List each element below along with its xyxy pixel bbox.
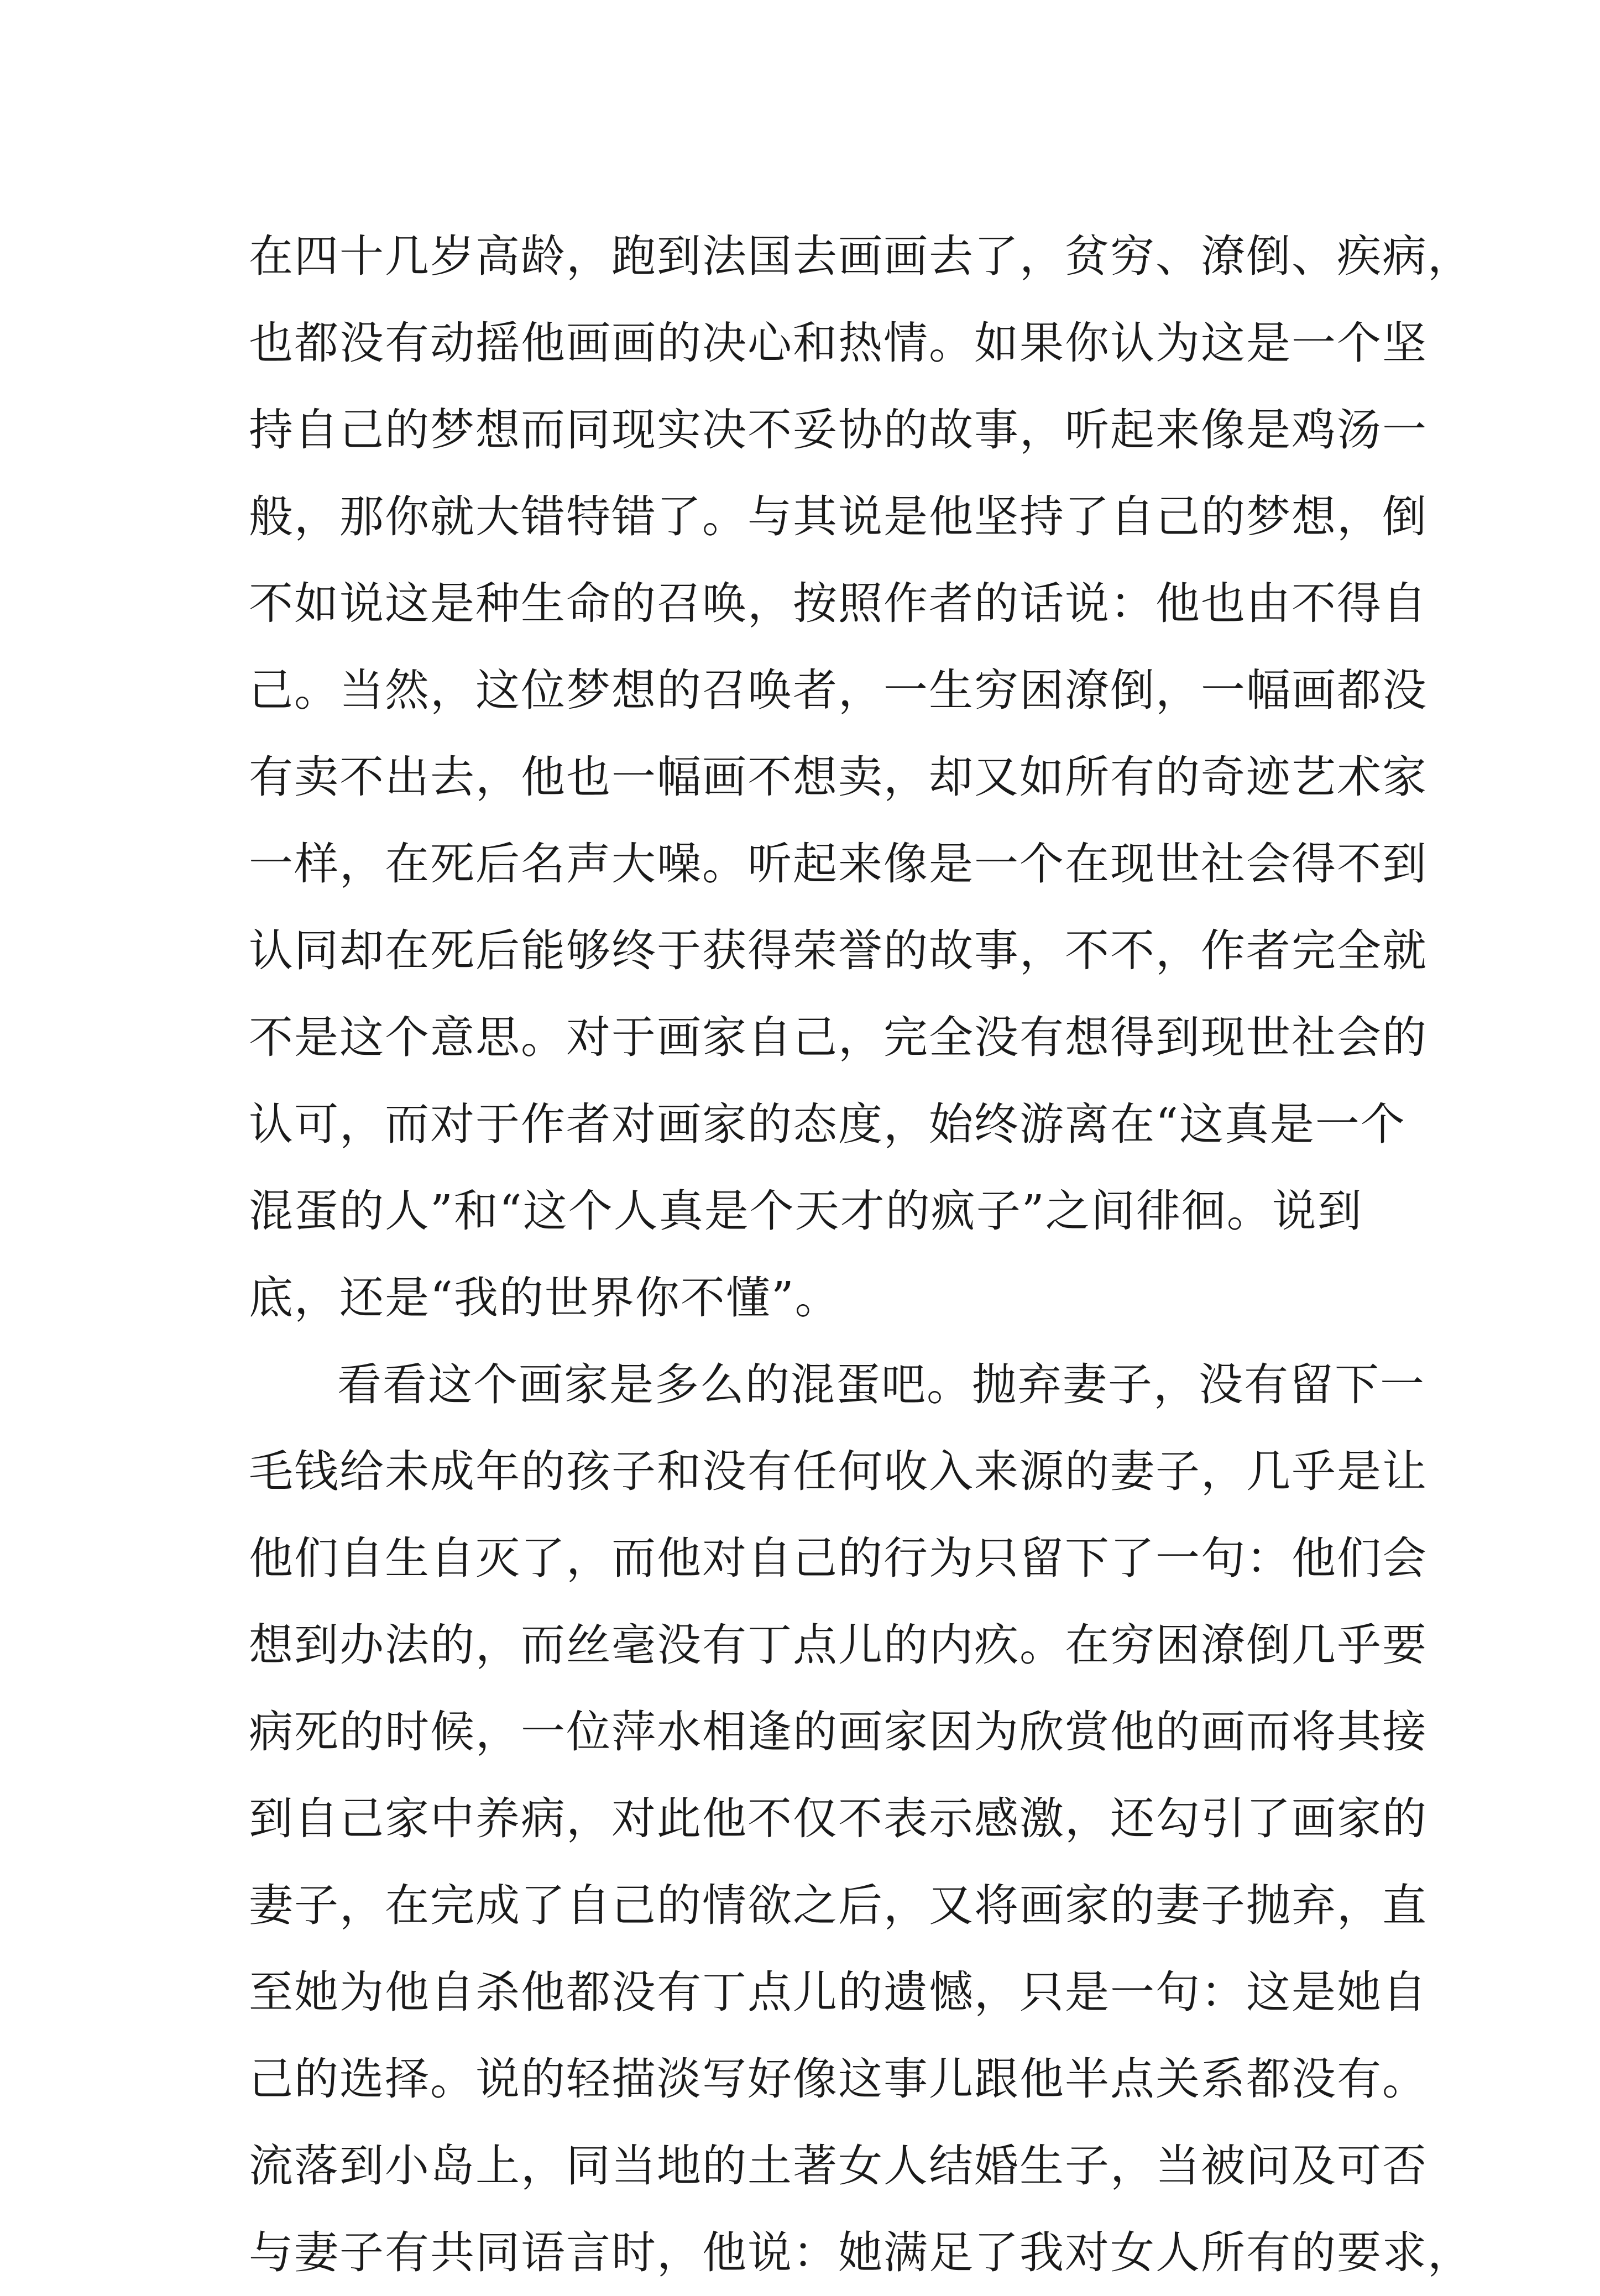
text-line: 认同却在死后能够终于获得荣誉的故事，不不，作者完全就 [249,925,1428,976]
text-line: 一样，在死后名声大噪。听起来像是一个在现世社会得不到 [249,838,1428,890]
text-line: 到自己家中养病，对此他不仅不表示感激，还勾引了画家的 [249,1793,1428,1844]
body-text [249,213,1473,2296]
text-line: 持自己的梦想而同现实决不妥协的故事，听起来像是鸡汤一 [249,404,1428,456]
text-line: 至她为他自杀他都没有丁点儿的遗憾，只是一句：这是她自 [249,1966,1428,2018]
text-line: 妻子，在完成了自己的情欲之后，又将画家的妻子抛弃，直 [249,1880,1428,1931]
text-line: 己的选择。说的轻描淡写好像这事儿跟他半点关系都没有。 [249,2053,1428,2105]
text-line: 底，还是“我的世界你不懂”。 [249,1272,840,1324]
text-line: 认可，而对于作者对画家的态度，始终游离在“这真是一个 [249,1099,1406,1150]
text-line: 不是这个意思。对于画家自己，完全没有想得到现世社会的 [249,1012,1428,1063]
text-line: 毛钱给未成年的孩子和没有任何收入来源的妻子，几乎是让 [249,1446,1428,1497]
text-line: 混蛋的人”和“这个人真是个天才的疯子”之间徘徊。说到 [249,1185,1363,1237]
text-line: 与妻子有共同语言时，他说：她满足了我对女人所有的要求， [249,2227,1473,2278]
text-line: 己。当然，这位梦想的召唤者，一生穷困潦倒，一幅画都没 [249,665,1428,716]
paragraph-start-line: 看看这个画家是多么的混蛋吧。抛弃妻子，没有留下一 [337,1359,1425,1410]
text-line: 般，那你就大错特错了。与其说是他坚持了自己的梦想，倒 [249,491,1428,542]
text-line: 病死的时候，一位萍水相逢的画家因为欣赏他的画而将其接 [249,1706,1428,1758]
text-line: 在四十几岁高龄，跑到法国去画画去了，贫穷、潦倒、疾病， [249,231,1473,282]
text-line: 流落到小岛上，同当地的土著女人结婚生子，当被问及可否 [249,2140,1428,2192]
text-line: 也都没有动摇他画画的决心和热情。如果你认为这是一个坚 [249,317,1428,369]
text-line: 不如说这是种生命的召唤，按照作者的话说：他也由不得自 [249,578,1428,629]
text-line: 他们自生自灭了，而他对自己的行为只留下了一句：他们会 [249,1533,1428,1584]
text-line: 想到办法的，而丝毫没有丁点儿的内疚。在穷困潦倒几乎要 [249,1619,1428,1671]
text-line: 有卖不出去，他也一幅画不想卖，却又如所有的奇迹艺术家 [249,751,1428,803]
